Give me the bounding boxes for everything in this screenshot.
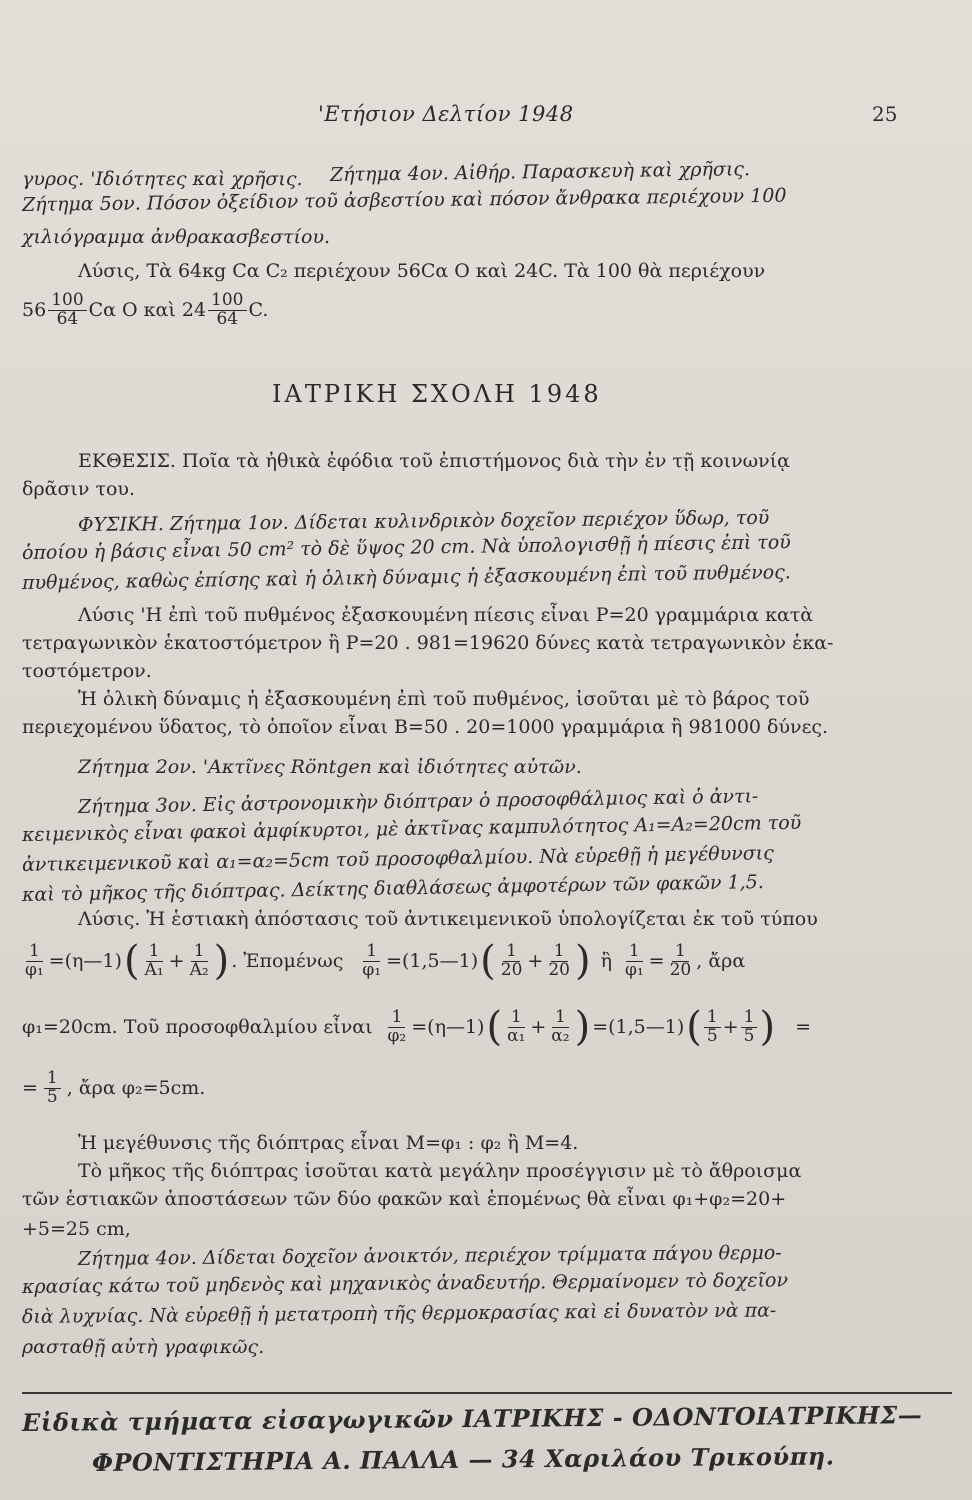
eq-15b: =(1,5—1) <box>592 1016 685 1038</box>
fraction-denominator: φ₂ <box>387 1025 407 1046</box>
equation-line-1 <box>22 938 745 984</box>
eta: ἢ <box>600 950 612 972</box>
fraction-denominator: φ₁ <box>362 959 382 980</box>
equation-line-2 <box>22 1004 811 1050</box>
top-line-2: Ζήτημα 5ον. Πόσον ὀξείδιον τοῦ ἀσβεστίου καὶ πόσον ἄνθρακα περιέχουν 100 <box>21 184 787 216</box>
after-line-4: +5=25 cm, <box>22 1218 131 1240</box>
fraction-numerator: 1 <box>551 943 568 962</box>
ekthesis-line-1: ΕΚΘΕΣΙΣ. Ποῖα τὰ ἠθικὰ ἐφόδια τοῦ ἐπιστήμονος διὰ τὴν ἐν τῇ κοινωνίᾳ <box>78 450 790 472</box>
eq-eta-2: =(η—1) <box>411 1016 485 1038</box>
open-paren: ( <box>480 938 496 984</box>
ekthesis-line-2: δρᾶσιν του. <box>22 478 135 500</box>
frac-1-5-c <box>44 1070 61 1107</box>
fysiki-line-4: Λύσις 'Η ἐπὶ τοῦ πυθμένος ἐξασκουμένη πίεσις εἶναι P=20 γραμμάρια κατὰ <box>78 604 814 626</box>
fraction-numerator: 1 <box>508 1009 525 1028</box>
top-line-1b: Ζήτημα 4ον. Αἰθήρ. Παρασκευὴ καὶ χρῆσις. <box>329 158 751 186</box>
frac-1-20-c <box>667 940 695 980</box>
fraction-numerator: 100 <box>208 292 246 311</box>
fraction-denominator: 20 <box>500 959 523 980</box>
equation-line-3 <box>22 1070 205 1107</box>
fysiki-line-9: Ζήτημα 2ον. 'Ακτῖνες Röntgen καὶ ἰδιότητες αὐτῶν. <box>78 756 582 778</box>
frac-1-a2 <box>548 1006 572 1046</box>
fraction-denominator: 20 <box>669 959 692 980</box>
frac-1-20-b <box>545 940 573 980</box>
q4-line-1: Ζήτημα 4ον. Δίδεται δοχεῖον ἀνοικτόν, περιέχον τρίμματα πάγου θερμο- <box>77 1241 782 1270</box>
after-line-1: Ἡ μεγέθυνσις τῆς διόπτρας εἶναι M=φ₁ : φ₂ ἢ M=4. <box>78 1132 579 1154</box>
f2-post: C. <box>248 299 269 322</box>
equals: = <box>648 950 665 972</box>
q3-line-1: Ζήτημα 3ον. Εἰς ἀστρονομικὴν διόπτραν ὁ προσοφθάλμιος καὶ ὁ ἀντι- <box>77 785 759 818</box>
phi1-20cm: φ₁=20cm. Τοῦ προσοφθαλμίου εἶναι <box>22 1016 373 1038</box>
close-paren: ) <box>574 938 591 984</box>
q3-line-5: Λύσις. Ἡ ἑστιακὴ ἀπόστασις τοῦ ἀντικειμενικοῦ ὑπολογίζεται ἐκ τοῦ τύπου <box>78 908 818 930</box>
leading-equals: = <box>22 1077 38 1100</box>
fraction-denominator: φ₁ <box>624 959 644 980</box>
frac-1-5 <box>704 1006 721 1046</box>
section-title: ΙΑΤΡΙΚΗ ΣΧΟΛΗ 1948 <box>272 380 602 408</box>
open-paren: ( <box>486 1004 503 1050</box>
fysiki-line-6: τοστόμετρον. <box>22 660 152 682</box>
plus-sign: + <box>722 1016 739 1038</box>
frac-1-phi1-b <box>359 940 384 980</box>
frac-1-phi1 <box>22 940 47 980</box>
fraction-denominator: 20 <box>548 959 570 980</box>
frac-1-A2 <box>187 940 212 980</box>
fraction-denominator: 5 <box>46 1086 58 1107</box>
eq-eta: =(η—1) <box>48 950 122 972</box>
q3-line-3: ἀντικειμενικοῦ καὶ α₁=α₂=5cm τοῦ προσοφθαλμίου. Νὰ εὑρεθῇ ἡ μεγέθυνσις <box>21 842 774 876</box>
fraction-numerator: 1 <box>672 943 689 962</box>
fraction-numerator: 1 <box>191 943 208 962</box>
top-line-1a: γυρος. 'Ιδιότητες καὶ χρῆσις. <box>22 168 303 190</box>
fraction-numerator: 1 <box>503 943 520 962</box>
fraction-denominator: φ₁ <box>25 959 44 980</box>
fraction-denominator: A₁ <box>144 959 164 980</box>
page-number: 25 <box>872 102 898 126</box>
close-paren: ) <box>759 1004 776 1050</box>
ad-line-2: ΦΡΟΝΤΙΣΤΗΡΙΑ Α. ΠΑΛΛΑ — 34 Χαριλάου Τρικούπη. <box>91 1441 835 1477</box>
fraction-numerator: 1 <box>26 943 43 962</box>
open-paren: ( <box>686 1004 702 1050</box>
fysiki-line-5: τετραγωνικὸν ἑκατοστόμετρον ἢ P=20 . 981=19620 δύνες κατὰ τετραγωνικὸν ἑκα- <box>22 632 834 654</box>
plus-sign: + <box>527 950 544 972</box>
fysiki-line-3: πυθμένος, καθὼς ἐπίσης καὶ ἡ ὁλικὴ δύναμις ἡ ἐξασκουμένη ἐπὶ τοῦ πυθμένος. <box>21 561 791 594</box>
fraction-denominator: α₂ <box>551 1025 570 1046</box>
plus-sign: + <box>168 950 185 972</box>
separator-rule <box>22 1392 952 1394</box>
fraction-numerator: 1 <box>388 1009 405 1028</box>
fysiki-line-7: Ἡ ὁλικὴ δύναμις ἡ ἐξασκουμένη ἐπὶ τοῦ πυθμένος, ἰσοῦται μὲ τὸ βάρος τοῦ <box>78 688 810 710</box>
frac-1-20 <box>498 940 526 980</box>
q3-line-2: κειμενικὸς εἶναι φακοὶ ἀμφίκυρτοι, μὲ ἀκτῖνας καμπυλότητος A₁=A₂=20cm τοῦ <box>21 811 802 846</box>
eq-15: =(1,5—1) <box>386 950 479 972</box>
close-paren: ) <box>213 938 230 984</box>
fysiki-line-8: περιεχομένου ὕδατος, τὸ ὁποῖον εἶναι B=50 . 20=1000 γραμμάρια ἢ 981000 δύνες. <box>22 716 829 738</box>
ad-line-1: Εἰδικὰ τμήματα εἰσαγωγικῶν ΙΑΤΡΙΚΗΣ - ΟΔΟΝΤΟΙΑΤΡΙΚΗΣ— <box>21 1400 923 1437</box>
fraction-denominator: α₁ <box>507 1025 526 1046</box>
fraction-numerator: 1 <box>626 943 643 962</box>
fysiki-line-1: ΦΥΣΙΚΗ. Ζήτημα 1ον. Δίδεται κυλινδρικὸν δοχεῖον περιέχον ὕδωρ, τοῦ <box>77 506 770 536</box>
top-line-4: Λύσις, Τὰ 64κg Cα C₂ περιέχουν 56Cα O καὶ 24C. Τὰ 100 θὰ περιέχουν <box>78 260 766 282</box>
frac-1-5-b <box>741 1006 758 1046</box>
f1-mid: Cα O καὶ 24 <box>88 299 207 322</box>
open-paren: ( <box>123 938 140 984</box>
fraction-denominator: 64 <box>216 308 239 329</box>
q4-line-4: ρασταθῇ αὐτὴ γραφικῶς. <box>22 1336 265 1358</box>
frac-1-phi2 <box>385 1006 410 1046</box>
fraction-denominator: A₂ <box>189 959 209 980</box>
q4-line-2: κρασίας κάτω τοῦ μηδενὸς καὶ μηχανικὸς ἀναδευτήρ. Θερμαίνομεν τὸ δοχεῖον <box>21 1269 789 1298</box>
fraction-numerator: 1 <box>741 1009 758 1028</box>
fraction-100-64 <box>48 292 86 329</box>
fraction-numerator: 1 <box>44 1070 61 1089</box>
ara: , ἄρα <box>696 950 746 972</box>
fraction-numerator: 100 <box>48 292 86 311</box>
frac-1-a1 <box>504 1006 528 1046</box>
fraction-numerator: 1 <box>363 943 380 962</box>
after-line-3: τῶν ἑστιακῶν ἀποστάσεων τῶν δύο φακῶν καὶ ἑπομένως θὰ εἶναι φ₁+φ₂=20+ <box>22 1188 787 1210</box>
running-header: 'Ετήσιον Δελτίον 1948 <box>318 102 574 126</box>
fysiki-line-2: ὁποίου ἡ βάσις εἶναι 50 cm² τὸ δὲ ὕψος 20 cm. Νὰ ὑπολογισθῇ ἡ πίεσις ἐπὶ τοῦ <box>21 531 791 564</box>
top-line-3: χιλιόγραμμα ἀνθρακασβεστίου. <box>22 226 331 248</box>
q4-line-3: διὰ λυχνίας. Νὰ εὑρεθῇ ἡ μετατροπὴ τῆς θερμοκρασίας καὶ εἰ δυνατὸν νὰ πα- <box>21 1299 777 1328</box>
plus-sign: + <box>530 1016 547 1038</box>
fraction-denominator: 64 <box>56 308 79 329</box>
fraction-numerator: 1 <box>552 1009 569 1028</box>
fraction-denominator: 5 <box>706 1025 718 1046</box>
fraction-numerator: 1 <box>146 943 163 962</box>
frac-1-phi1-c <box>622 940 647 980</box>
close-paren: ) <box>574 1004 591 1050</box>
frac-1-A1 <box>142 940 167 980</box>
q3-line-4: καὶ τὸ μῆκος τῆς διόπτρας. Δείκτης διαθλάσεως ἀμφοτέρων τῶν φακῶν 1,5. <box>21 871 764 906</box>
epomenos: . Ἐπομένως <box>231 950 344 972</box>
ara-phi2: , ἄρα φ₂=5cm. <box>66 1077 206 1100</box>
fraction-line <box>22 292 268 329</box>
after-line-2: Τὸ μῆκος τῆς διόπτρας ἰσοῦται κατὰ μεγάλην προσέγγισιν μὲ τὸ ἄθροισμα <box>78 1160 802 1182</box>
f1-pre: 56 <box>22 299 47 322</box>
fraction-100-64-b <box>208 292 246 329</box>
trailing-equals: = <box>795 1016 811 1038</box>
fraction-denominator: 5 <box>743 1025 755 1046</box>
fraction-numerator: 1 <box>704 1009 721 1028</box>
